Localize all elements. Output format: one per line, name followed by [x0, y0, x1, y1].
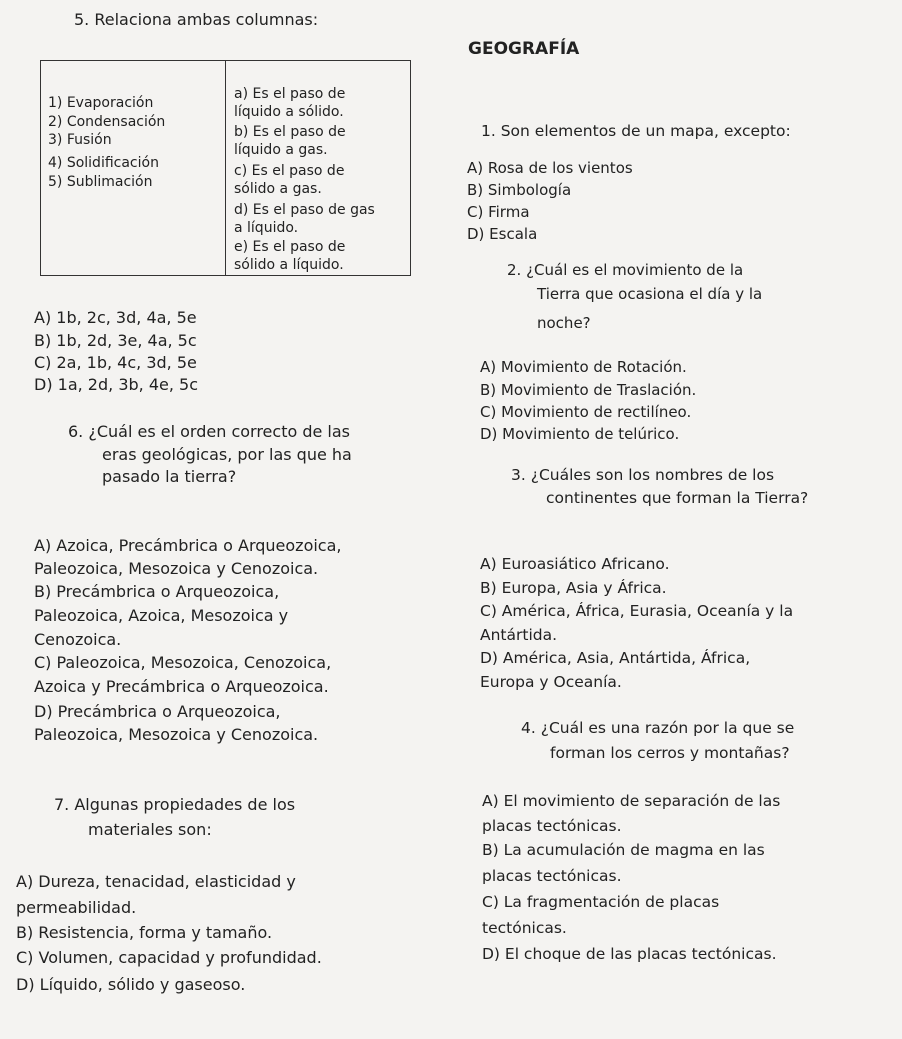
option: B) Movimiento de Traslación.	[480, 381, 697, 399]
question-line: 4. ¿Cuál es una razón por la que se	[521, 719, 795, 737]
question-line: 2. ¿Cuál es el movimiento de la	[507, 261, 744, 279]
option: Paleozoica, Mesozoica y Cenozoica.	[34, 725, 319, 744]
left-item: 5) Sublimación	[48, 174, 153, 190]
question-line: Tierra que ocasiona el día y la	[537, 285, 763, 303]
question-line: materiales son:	[88, 820, 212, 839]
option: D) Precámbrica o Arqueozoica,	[34, 702, 281, 721]
q5-title: 5. Relaciona ambas columnas:	[74, 10, 319, 29]
left-item: 2) Condensación	[48, 114, 166, 130]
question-line: 3. ¿Cuáles son los nombres de los	[511, 466, 775, 484]
option: Antártida.	[480, 626, 558, 644]
option: Paleozoica, Mesozoica y Cenozoica.	[34, 559, 319, 578]
right-line: a líquido.	[234, 220, 299, 236]
option: A) Movimiento de Rotación.	[480, 358, 687, 376]
question-line: forman los cerros y montañas?	[550, 744, 790, 762]
option: C) 2a, 1b, 4c, 3d, 5e	[34, 353, 197, 372]
option: A) 1b, 2c, 3d, 4a, 5e	[34, 308, 197, 327]
option: B) Precámbrica o Arqueozoica,	[34, 582, 280, 601]
question-line: 6. ¿Cuál es el orden correcto de las	[68, 422, 351, 441]
table-divider	[225, 61, 226, 275]
right-line: c) Es el paso de	[234, 163, 345, 179]
option: C) Paleozoica, Mesozoica, Cenozoica,	[34, 653, 332, 672]
right-line: e) Es el paso de	[234, 239, 346, 255]
option: Cenozoica.	[34, 630, 122, 649]
option: A) El movimiento de separación de las	[482, 792, 781, 810]
option: C) Volumen, capacidad y profundidad.	[16, 948, 322, 967]
option: A) Azoica, Precámbrica o Arqueozoica,	[34, 536, 342, 555]
geo-q1-question: 1. Son elementos de un mapa, excepto:	[481, 122, 791, 140]
question-line: noche?	[537, 314, 591, 332]
right-line: sólido a líquido.	[234, 257, 344, 273]
option: A) Dureza, tenacidad, elasticidad y	[16, 872, 296, 891]
option: Europa y Oceanía.	[480, 673, 622, 691]
option: Azoica y Precámbrica o Arqueozoica.	[34, 677, 329, 696]
option: C) La fragmentación de placas	[482, 893, 720, 911]
option: B) La acumulación de magma en las	[482, 841, 765, 859]
option: A) Euroasiático Africano.	[480, 555, 670, 573]
right-line: líquido a sólido.	[234, 104, 344, 120]
option: D) El choque de las placas tectónicas.	[482, 945, 777, 963]
option: C) Movimiento de rectilíneo.	[480, 403, 692, 421]
option: D) América, Asia, Antártida, África,	[480, 649, 751, 667]
right-line: a) Es el paso de	[234, 86, 346, 102]
option: B) Europa, Asia y África.	[480, 579, 667, 597]
option: D) Escala	[467, 225, 538, 243]
right-line: d) Es el paso de gas	[234, 202, 375, 218]
option: Paleozoica, Azoica, Mesozoica y	[34, 606, 289, 625]
option: B) Resistencia, forma y tamaño.	[16, 923, 273, 942]
option: B) Simbología	[467, 181, 572, 199]
option: C) Firma	[467, 203, 530, 221]
left-item: 4) Solidificación	[48, 155, 159, 171]
option: permeabilidad.	[16, 898, 137, 917]
option: D) Líquido, sólido y gaseoso.	[16, 975, 246, 994]
question-line: eras geológicas, por las que ha	[102, 445, 352, 464]
option: D) 1a, 2d, 3b, 4e, 5c	[34, 375, 198, 394]
question-line: pasado la tierra?	[102, 467, 237, 486]
right-line: sólido a gas.	[234, 181, 322, 197]
option: tectónicas.	[482, 919, 567, 937]
option: placas tectónicas.	[482, 817, 622, 835]
question-line: continentes que forman la Tierra?	[546, 489, 809, 507]
geography-heading: GEOGRAFÍA	[468, 39, 580, 59]
option: A) Rosa de los vientos	[467, 159, 633, 177]
question-line: 7. Algunas propiedades de los	[54, 795, 296, 814]
option: D) Movimiento de telúrico.	[480, 425, 680, 443]
option: B) 1b, 2d, 3e, 4a, 5c	[34, 331, 197, 350]
right-line: líquido a gas.	[234, 142, 328, 158]
left-item: 1) Evaporación	[48, 95, 154, 111]
option: placas tectónicas.	[482, 867, 622, 885]
right-line: b) Es el paso de	[234, 124, 346, 140]
option: C) América, África, Eurasia, Oceanía y la	[480, 602, 794, 620]
left-item: 3) Fusión	[48, 132, 112, 148]
